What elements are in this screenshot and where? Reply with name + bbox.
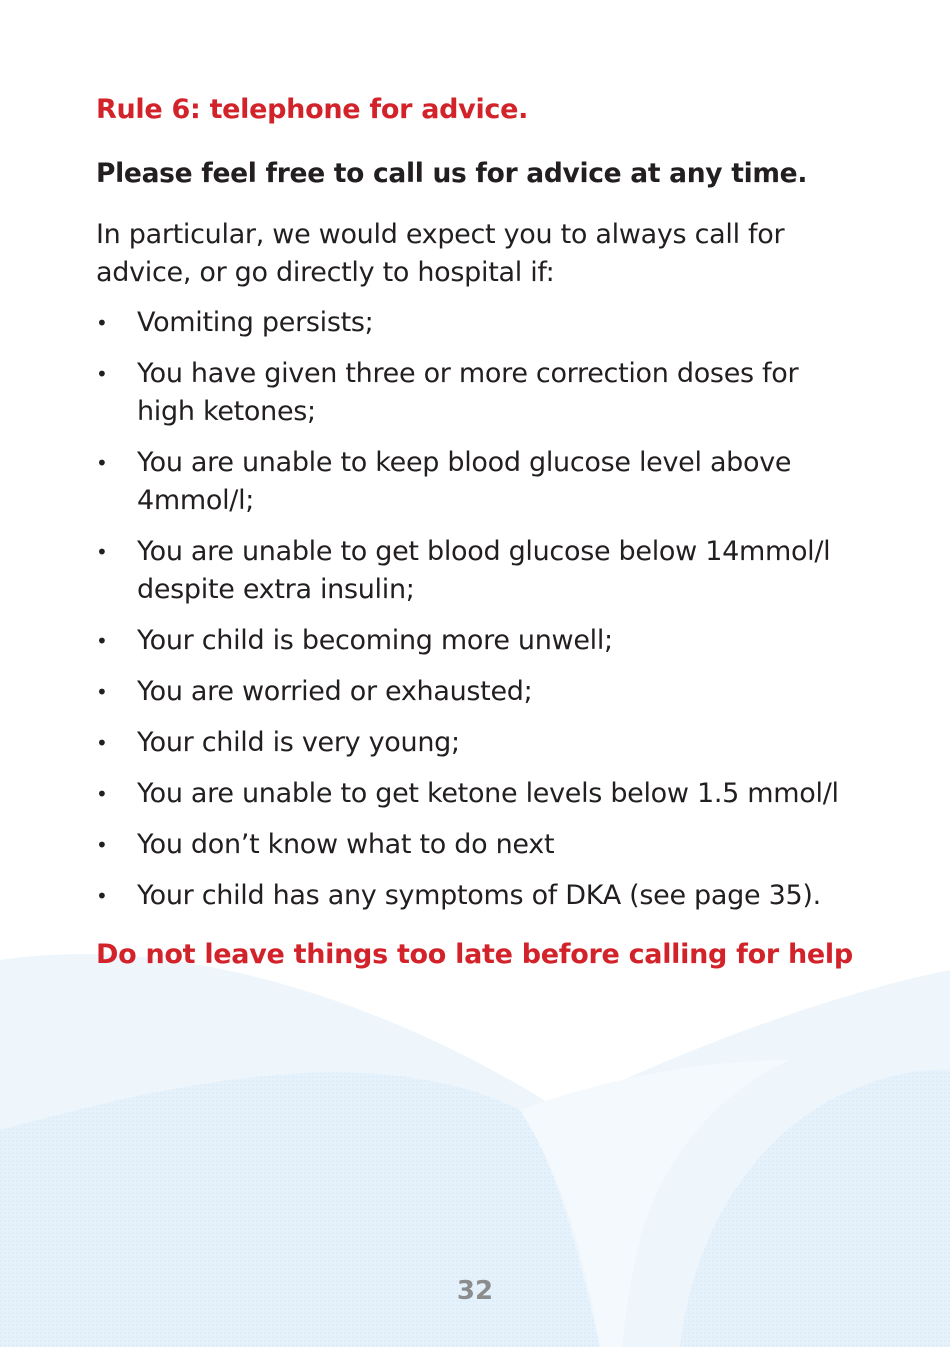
list-item (96, 775, 856, 813)
list-item-text: Your child is becoming more unwell; (137, 625, 613, 656)
list-item (96, 724, 856, 762)
list-item (96, 444, 856, 520)
intro-paragraph: In particular, we would expect you to always call for advice, or go directly to hospital if: (96, 219, 785, 288)
list-item-text: You are unable to get blood glucose below 14mmol/l despite extra insulin; (137, 536, 831, 605)
conditions-list (96, 304, 856, 915)
bullet: • (96, 629, 108, 653)
page-number: 32 (456, 1276, 494, 1306)
list-item (96, 304, 856, 342)
list-item (96, 877, 856, 915)
list-item-text: Your child is very young; (137, 727, 460, 758)
list-item (96, 622, 856, 660)
list-item-text: Your child has any symptoms of DKA (see page 35). (137, 880, 821, 911)
list-item-text: You don’t know what to do next (137, 829, 555, 860)
bullet: • (96, 311, 108, 335)
bullet: • (96, 451, 108, 475)
bullet: • (96, 362, 108, 386)
bullet: • (96, 782, 108, 806)
lead-statement: Please feel free to call us for advice at any time. (96, 158, 808, 189)
bullet: • (96, 540, 108, 564)
list-item-text: You have given three or more correction doses for high ketones; (137, 358, 799, 427)
list-item-text: Vomiting persists; (137, 307, 374, 338)
list-item (96, 673, 856, 711)
list-item-text: You are worried or exhausted; (137, 676, 533, 707)
page-content (96, 90, 856, 975)
bullet: • (96, 680, 108, 704)
bullet: • (96, 731, 108, 755)
list-item (96, 533, 856, 609)
bullet: • (96, 884, 108, 908)
list-item (96, 826, 856, 864)
list-item (96, 355, 856, 431)
warning-callout: Do not leave things too late before calling for help (96, 939, 853, 970)
rule-heading: Rule 6: telephone for advice. (96, 94, 529, 125)
list-item-text: You are unable to get ketone levels below 1.5 mmol/l (137, 778, 839, 809)
list-item-text: You are unable to keep blood glucose level above 4mmol/l; (137, 447, 792, 516)
bullet: • (96, 833, 108, 857)
